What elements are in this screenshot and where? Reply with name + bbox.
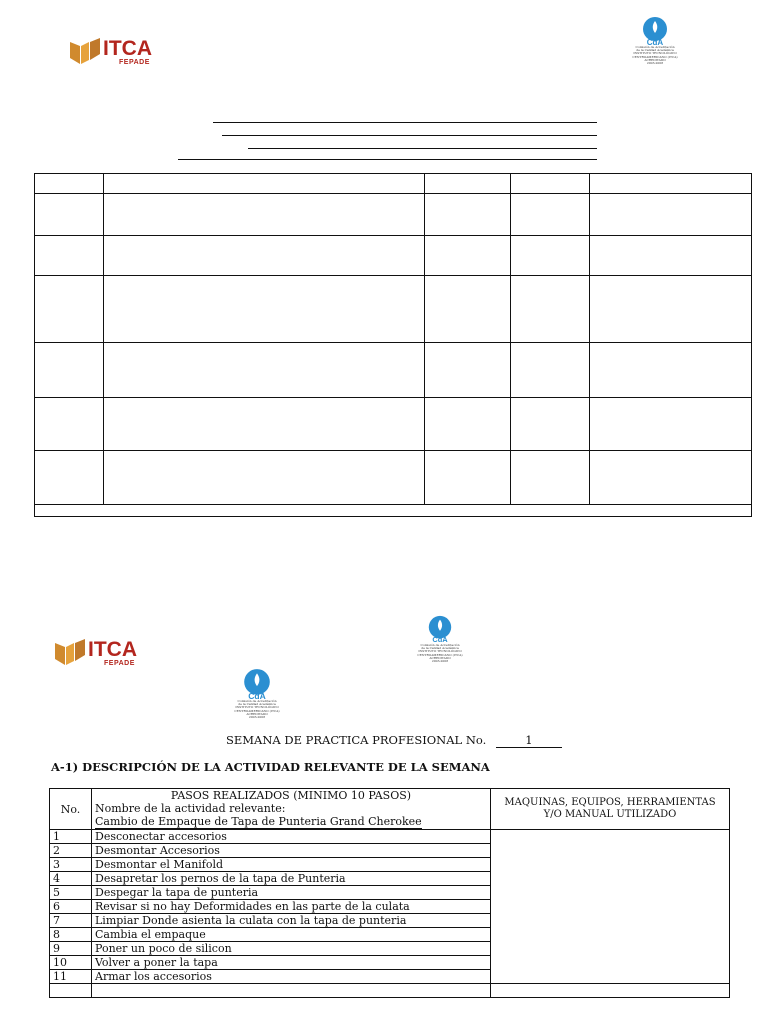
table-row: 7 Limpiar Donde asienta la culata con la tapa de punteria <box>50 914 730 928</box>
table-row: 3 Desmontar el Manifold <box>50 858 730 872</box>
steps-table <box>49 788 730 998</box>
header-no: No. <box>50 789 92 830</box>
week-number-field <box>496 734 562 748</box>
header-steps <box>92 789 491 830</box>
cda-logo-3 <box>222 668 292 719</box>
activity-label: Nombre de la actividad relevante: <box>95 802 286 815</box>
cda-text: Comisión de Acreditación de la Calidad Académica INSTITUTO TECNOLÓGICO CENTROAMERICANO (ITCA) ACREDITADO 2003-2008 <box>234 699 280 720</box>
blank-line-1 <box>213 122 597 123</box>
itca-logo <box>70 38 152 66</box>
itca-logo-2 <box>55 639 137 667</box>
table-row: 8 Cambia el empaque <box>50 928 730 942</box>
svg-text:CdA: CdA <box>248 690 266 700</box>
blank-line-4 <box>178 159 597 160</box>
blank-line-3 <box>248 148 597 149</box>
table-row-empty <box>50 984 730 998</box>
itca-emblem-icon <box>70 38 100 64</box>
table-row: 10 Volver a poner la tapa <box>50 956 730 970</box>
header-steps-title: PASOS REALIZADOS (MINIMO 10 PASOS) <box>170 789 412 802</box>
header-tools: MAQUINAS, EQUIPOS, HERRAMIENTAS Y/O MANUAL UTILIZADO <box>491 789 730 830</box>
table-row: 5 Despegar la tapa de punteria <box>50 886 730 900</box>
cda-logo <box>620 16 690 65</box>
table-row: 11 Armar los accesorios <box>50 970 730 984</box>
svg-text:CdA: CdA <box>646 38 664 46</box>
cda-logo-2 <box>408 614 472 663</box>
cda-text: Comisión de Acreditación de la Calidad Académica INSTITUTO TECNOLÓGICO CENTROAMERICANO (ITCA) ACREDITADO 2003-2008 <box>632 45 678 66</box>
cda-emblem-icon <box>241 668 273 700</box>
cda-text: Comisión de Acreditación de la Calidad Académica INSTITUTO TECNOLÓGICO CENTROAMERICANO (ITCA) ACREDITADO 2003-2008 <box>417 643 463 664</box>
itca-name: ITCA <box>103 37 152 60</box>
cda-emblem-icon <box>426 614 454 644</box>
week-number: 1 <box>525 733 533 747</box>
itca-sub: FEPADE <box>119 59 150 66</box>
itca-name: ITCA <box>88 638 137 661</box>
blank-line-2 <box>222 135 597 136</box>
activity-name: Cambio de Empaque de Tapa de Punteria Grand Cherokee <box>95 815 422 828</box>
week-label: SEMANA DE PRACTICA PROFESIONAL No. <box>226 733 487 747</box>
itca-sub: FEPADE <box>104 660 135 667</box>
cda-emblem-icon <box>640 16 670 46</box>
table-row: 6 Revisar si no hay Deformidades en las parte de la culata <box>50 900 730 914</box>
table-header-row <box>50 789 730 830</box>
table-row: 1 Desconectar accesorios <box>50 830 730 844</box>
itca-emblem-icon <box>55 639 85 665</box>
table-row: 4 Desapretar los pernos de la tapa de Punteria <box>50 872 730 886</box>
svg-text:CdA: CdA <box>432 635 448 644</box>
week-line <box>226 733 562 748</box>
table-row: 2 Desmontar Accesorios <box>50 844 730 858</box>
table-row: 9 Poner un poco de silicon <box>50 942 730 956</box>
section-title: A-1) DESCRIPCIÓN DE LA ACTIVIDAD RELEVANTE DE LA SEMANA <box>51 760 490 774</box>
tools-cell <box>491 830 730 984</box>
